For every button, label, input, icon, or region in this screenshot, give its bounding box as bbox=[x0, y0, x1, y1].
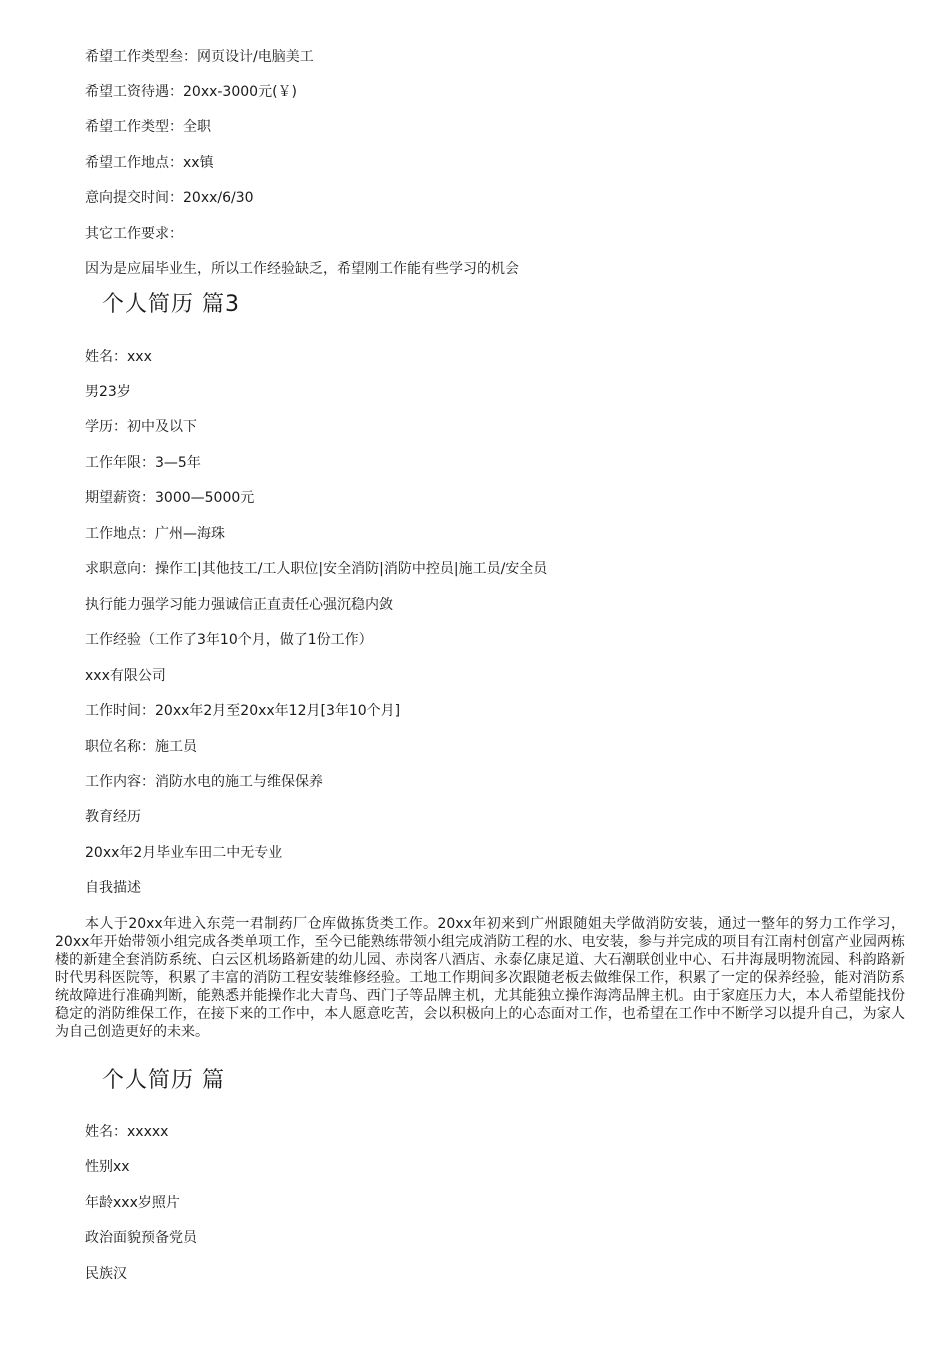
age-photo-line: 年龄xxx岁照片 bbox=[85, 1195, 180, 1211]
salary-expectation-line: 希望工资待遇：20xx-3000元(￥) bbox=[85, 84, 297, 100]
resume-heading-3: 个人简历 篇3 bbox=[102, 292, 240, 317]
work-content-line: 工作内容：消防水电的施工与维保保养 bbox=[85, 774, 323, 790]
strengths-line: 执行能力强学习能力强诚信正直责任心强沉稳内敛 bbox=[85, 597, 393, 613]
requirements-detail-line: 因为是应届毕业生，所以工作经验缺乏，希望刚工作能有些学习的机会 bbox=[85, 261, 519, 277]
position-line: 职位名称：施工员 bbox=[85, 739, 197, 755]
ethnicity-line: 民族汉 bbox=[85, 1266, 127, 1282]
self-description-title: 自我描述 bbox=[85, 880, 141, 896]
work-experience-title-line: 工作经验（工作了3年10个月，做了1份工作） bbox=[85, 632, 373, 648]
job-nature-line: 希望工作类型：全职 bbox=[85, 119, 211, 135]
education-line: 学历：初中及以下 bbox=[85, 419, 197, 435]
gender-age-line: 男23岁 bbox=[85, 384, 131, 400]
work-years-line: 工作年限：3—5年 bbox=[85, 455, 201, 471]
work-location-line: 工作地点：广州—海珠 bbox=[85, 526, 225, 542]
political-status-line: 政治面貌预备党员 bbox=[85, 1230, 197, 1246]
other-requirements-line: 其它工作要求： bbox=[85, 226, 183, 242]
graduation-line: 20xx年2月毕业车田二中无专业 bbox=[85, 845, 283, 861]
education-history-title: 教育经历 bbox=[85, 809, 141, 825]
job-intention-line: 求职意向：操作工|其他技工/工人职位|安全消防|消防中控员|施工员/安全员 bbox=[85, 561, 548, 577]
job-type-line: 希望工作类型叁：网页设计/电脑美工 bbox=[85, 49, 314, 65]
resume-heading: 个人简历 篇 bbox=[102, 1068, 225, 1093]
expected-salary-line: 期望薪资：3000—5000元 bbox=[85, 490, 255, 506]
submit-date-line: 意向提交时间：20xx/6/30 bbox=[85, 190, 254, 206]
self-description-paragraph: 本人于20xx年进入东莞一君制药厂仓库做拣货类工作。20xx年初来到广州跟随姐夫学做消防安装，通过一整年的努力工作学习，20xx年开始带领小组完成各类单项工作，至今已能熟练带领小组完成消防工程的水、电安装，参与并完成的项目有江南村创富产业园两栋楼的新建全套消防系统、白云区机场路新建的幼儿园、赤岗客八酒店、永泰亿康足道、大石潮联创业中心、石井海晟明物流园、科韵路新时代男科医院等，积累了丰富的消防工程安装维修经验。工地工作期间多次跟随老板去做维保工作，积累了一定的保养经验，能对消防系统故障进行准确判断，能熟悉并能操作北大青鸟、西门子等品牌主机，尤其能独立操作海湾品牌主机。由于家庭压力大，本人希望能找份稳定的消防维保工作，在接下来的工作中，本人愿意吃苦，会以积极向上的心态面对工作，也希望在工作中不断学习以提升自己，为家人为自己创造更好的未来。 bbox=[55, 916, 905, 1040]
company-line: xxx有限公司 bbox=[85, 668, 166, 684]
work-period-line: 工作时间：20xx年2月至20xx年12月[3年10个月] bbox=[85, 703, 401, 719]
name-line: 姓名：xxx bbox=[85, 349, 152, 365]
name-line-2: 姓名：xxxxx bbox=[85, 1124, 169, 1140]
job-location-line: 希望工作地点：xx镇 bbox=[85, 155, 214, 171]
gender-line: 性别xx bbox=[85, 1159, 130, 1175]
